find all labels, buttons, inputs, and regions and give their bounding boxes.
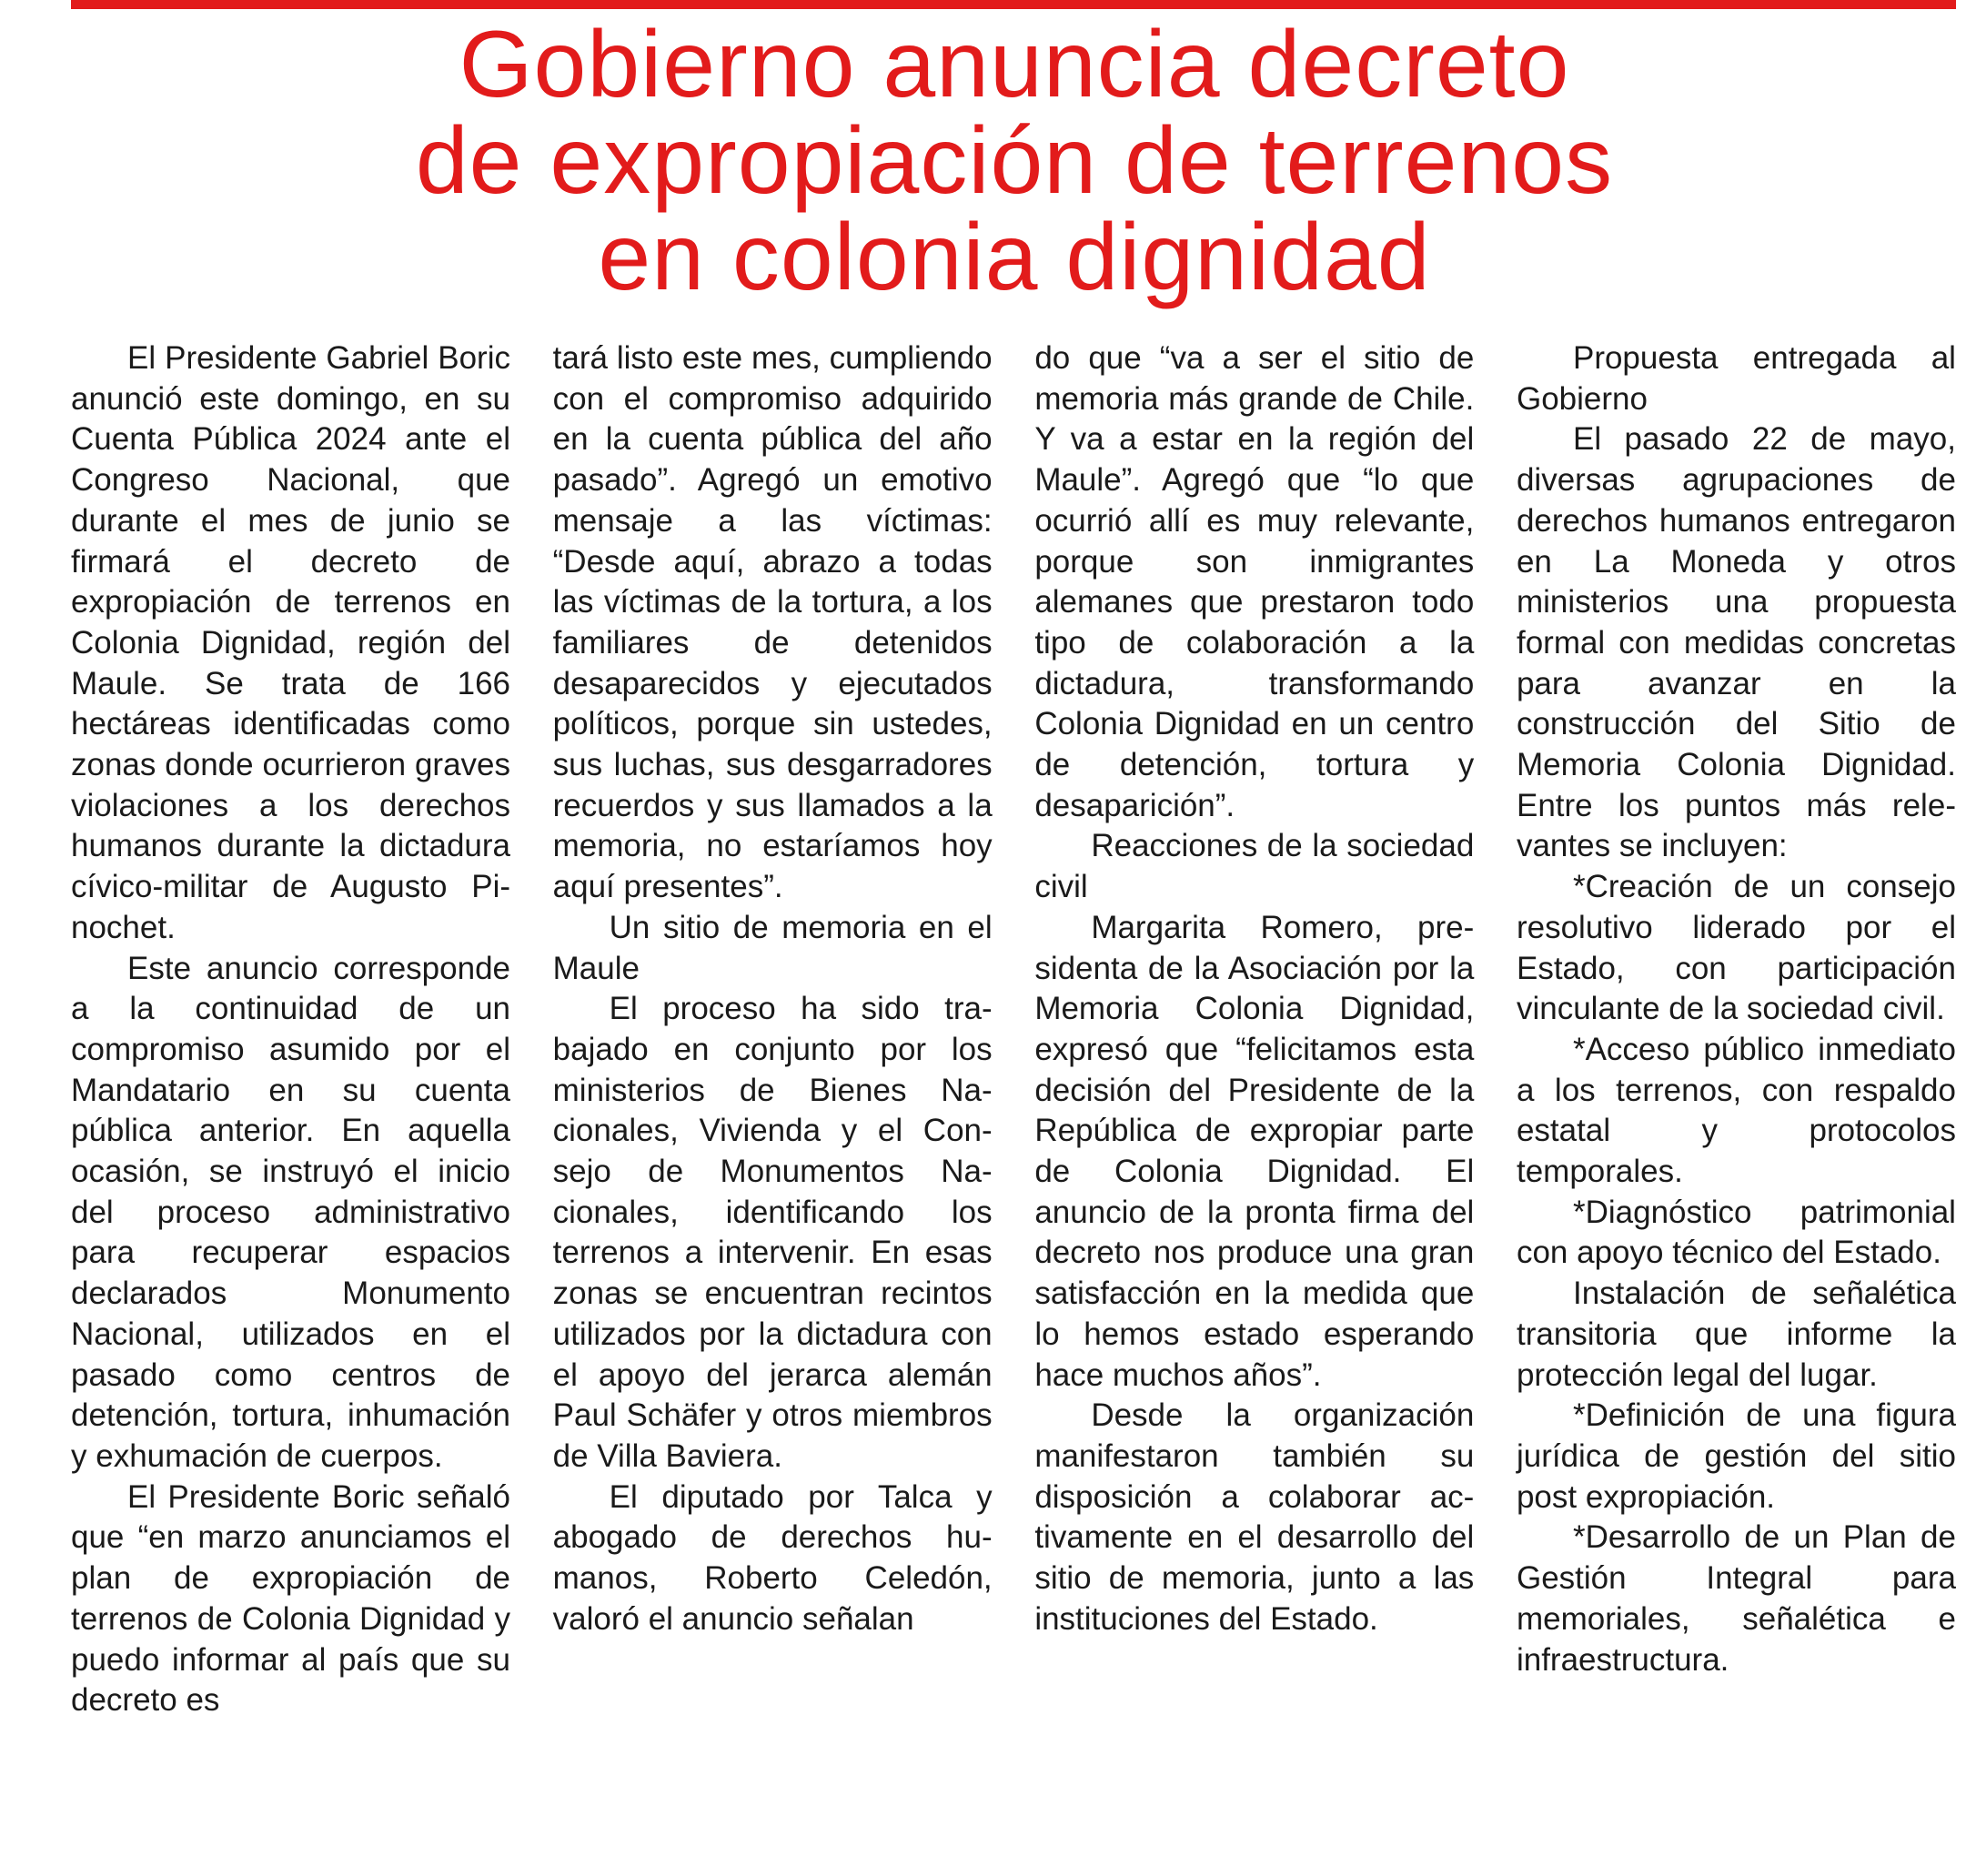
list-item: *Acceso público inmediato a los terrenos, con respaldo estatal y protocolos temporales.: [1516, 1031, 1956, 1190]
column-4: [1517, 338, 1956, 1721]
list-item: Instalación de señalética transitoria que informe la protección legal del lugar.: [1516, 1276, 1956, 1393]
list-item: *Creación de un consejo resolutivo liderado por el Estado, con participación vinculante de la sociedad civil.: [1516, 869, 1956, 1027]
list-item: *Definición de una figura jurídica de gestión del sitio post expropiación.: [1516, 1397, 1956, 1515]
column-2: [553, 338, 993, 1721]
list-item: *Diagnóstico patrimonial con apoyo técnico del Estado.: [1516, 1194, 1956, 1271]
headline-line-3: en colonia dignidad: [598, 205, 1431, 310]
column-1: [71, 338, 510, 1721]
paragraph: Este anuncio corresponde a la continuidad de un compromiso asumido por el Mandatario en su cuenta pública anterior. En aquella ocasión, se instruyó el inicio del proceso administrativo para recuperar espacios declarados Monumento Nacional, utilizados en el pasado como centros de detención, tortura, inhumación y exhumación de cuerpos.: [71, 950, 510, 1474]
subheading: Reacciones de la sociedad civil: [1034, 828, 1475, 905]
subheading: Un sitio de memoria en el Maule: [552, 909, 993, 986]
paragraph: El diputado por Talca y abogado de derechos humanos, Roberto Celedón, valoró el anuncio señalan: [552, 1478, 993, 1637]
headline-line-2: de expropiación de terrenos: [415, 108, 1614, 214]
subheading: Propuesta entregada al Gobierno: [1516, 340, 1956, 417]
paragraph: El proceso ha sido trabajado en conjunto por los ministerios de Bienes Nacionales, Vivienda y el Consejo de Monumentos Nacionales, identificando los terrenos a intervenir. En esas zonas se encuentran recintos utilizados por la dictadura con el apoyo del jerarca alemán Paul Schäfer y otros miembros de Villa Baviera.: [552, 991, 993, 1474]
paragraph: Margarita Romero, presidenta de la Asociación por la Memoria Colonia Dignidad, expresó que “felicitamos esta decisión del Presidente de la República de expropiar parte de Colonia Dignidad. El anuncio de la pronta firma del decreto nos produce una gran satisfacción en la medida que lo hemos estado esperando hace muchos años”.: [1034, 909, 1475, 1393]
paragraph: Desde la organización manifestaron también su disposición a colaborar activamente en el desarrollo del sitio de memoria, junto a las instituciones del Estado.: [1034, 1397, 1475, 1637]
paragraph: El Presidente Gabriel Boric anunció este domingo, en su Cuenta Pública 2024 ante el Congreso Nacional, que durante el mes de junio se firmará el decreto de expropiación de terrenos en Colonia Dignidad, región del Maule. Se trata de 166 hectáreas identificadas como zonas donde ocurrieron graves violaciones a los derechos humanos durante la dictadura cívico-militar de Augusto Pinochet.: [71, 340, 510, 945]
paragraph: do que “va a ser el sitio de memoria más grande de Chile. Y va a estar en la región del Maule”. Agregó que “lo que ocurrió allí es muy relevante, porque son inmigrantes alemanes que prestaron todo tipo de colaboración a la dictadura, transformando Colonia Dignidad en un centro de detención, tortura y desaparición”.: [1034, 340, 1475, 823]
list-item: *Desarrollo de un Plan de Gestión Integral para memoriales, señalética e infraestructura.: [1516, 1519, 1956, 1678]
article-body: [71, 338, 1956, 1721]
paragraph: El pasado 22 de mayo, diversas agrupaciones de derechos humanos entregaron en La Moneda y otros ministerios una propuesta formal con medidas concretas para avanzar en la construcción del Sitio de Memoria Colonia Dignidad. Entre los puntos más relevantes se incluyen:: [1516, 421, 1956, 864]
paragraph: El Presidente Boric señaló que “en marzo anunciamos el plan de expropiación de terrenos de Colonia Dignidad y puedo informar al país que su decreto es: [71, 1478, 510, 1719]
column-3: [1034, 338, 1474, 1721]
headline-line-1: Gobierno anuncia decreto: [459, 12, 1570, 117]
article-headline: [55, 12, 1974, 310]
top-red-rule: [71, 0, 1956, 9]
paragraph: tará listo este mes, cumpliendo con el compromiso adquirido en la cuenta pública del año pasado”. Agregó un emotivo mensaje a las víctimas: “Desde aquí, abrazo a todas las víctimas de la tortura, a los familiares de detenidos desaparecidos y ejecutados políticos, porque sin ustedes, sus luchas, sus desgarradores recuerdos y sus llamados a la memoria, no estaríamos hoy aquí presentes”.: [552, 340, 993, 905]
